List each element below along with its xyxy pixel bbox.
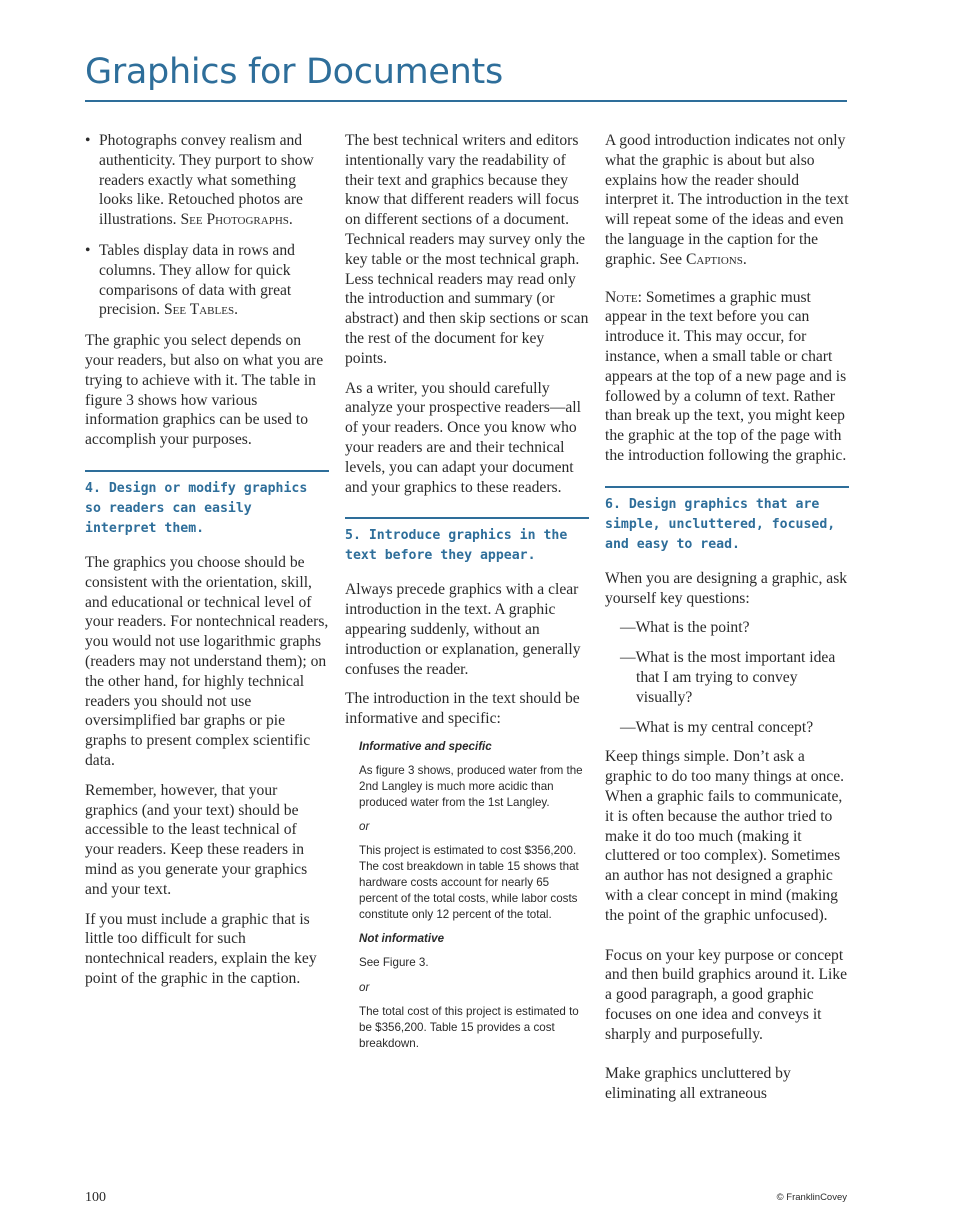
copyright-notice: © FranklinCovey <box>776 1192 847 1203</box>
cross-reference: Captions <box>685 250 743 268</box>
example-text: This project is estimated to cost $356,200. The cost breakdown in table 15 shows that hardware costs account for nearly 65 percent of the total costs, while labor costs constitute only 12 percent of the total. <box>359 844 579 921</box>
note-paragraph: Note: Sometimes a graphic must appear in the text before you can introduce it. This may occur, for instance, when a small table or chart appears at the top of a new page and is followed by a column of text. Rather than break up the text, you might keep the graphic at the top of the page with the introduction following the graphic. <box>605 288 847 464</box>
column-3 <box>605 131 849 1114</box>
example-separator: or <box>359 981 370 995</box>
column-1 <box>85 131 329 999</box>
paragraph: If you must include a graphic that is little too difficult for such nontechnical readers, explain the key point of the graphic in the caption. <box>85 910 317 987</box>
bullet-text: Tables display data in rows and columns. They allow for quick comparisons of data with great precision. <box>99 241 295 319</box>
paragraph: Remember, however, that your graphics (and your text) should be accessible to the least technical of your readers. Keep these readers in mind as you generate your graphics and your text. <box>85 781 308 898</box>
example-heading: Not informative <box>359 932 445 946</box>
paragraph: The best technical writers and editors intentionally vary the readability of their text and graphics because they know that different readers will focus on different sections of a document. Technical readers may survey only the key table or the most technical graph. Less technical readers may read only the introduction and summary (or abstract) and then skip sections or scan the rest of the document for key points. <box>345 132 589 367</box>
paragraph: As a writer, you should carefully analyze your prospective readers—all of your readers. Once you know who your readers are and their technical levels, you can adapt your document and your graphics to these readers. <box>345 379 581 496</box>
section-heading-4: 4. Design or modify graphics so readers can easily interpret them. <box>85 470 329 539</box>
paragraph: When you are designing a graphic, ask yourself key questions: <box>605 569 848 607</box>
example-text: As figure 3 shows, produced water from the 2nd Langley is much more acidic than produced water from the 1st Langley. <box>359 763 583 809</box>
paragraph: The graphics you choose should be consistent with the orientation, skill, and educational or technical level of your readers. For nontechnical readers, you would not use logarithmic graphs (readers may not understand them); on the other hand, for highly technical readers you should not use oversimplified bar graphs or pie graphs to present complex scientific data. <box>85 553 329 769</box>
page-number: 100 <box>85 1190 106 1205</box>
title-divider <box>85 100 847 102</box>
bullet-text: Photographs convey realism and authenticity. They purport to show readers exactly what something looks like. Retouched photos are illustrations. <box>99 132 314 229</box>
paragraph: Always precede graphics with a clear introduction in the text. A graphic appearing suddenly, without an introduction or explanation, generally confuses the reader. <box>345 581 581 678</box>
paragraph: The graphic you select depends on your readers, but also on what you are trying to achieve with it. The table in figure 3 shows how various information graphics can be used to accomplish your purposes. <box>85 332 324 449</box>
example-text: See Figure 3. <box>359 956 429 970</box>
paragraph: A good introduction indicates not only what the graphic is about but also explains how the reader should interpret it. The introduction in the text will repeat some of the ideas and even the language in the caption for the graphic. See Captions. <box>605 132 849 268</box>
page-title: Graphics for Documents <box>85 52 503 92</box>
question-item: —What is the point? <box>620 619 750 637</box>
question-item: —What is the most important idea that I am trying to convey visually? <box>620 649 836 706</box>
section-heading-5: 5. Introduce graphics in the text before they appear. <box>345 517 589 566</box>
example-heading: Informative and specific <box>359 739 492 753</box>
list-item: • Tables display data in rows and columns. They allow for quick comparisons of data with great precision. See Tables. <box>85 241 295 319</box>
paragraph: The introduction in the text should be informative and specific: <box>345 690 580 728</box>
list-item: • Photographs convey realism and authenticity. They purport to show readers exactly what something looks like. Retouched photos are illustrations. See Photographs. <box>85 132 314 229</box>
paragraph: Keep things simple. Don’t ask a graphic to do too many things at once. When a graphic fails to communicate, it is often because the author tried to make it do too much (making it cluttered or too complex). Sometimes an author has not designed a graphic with a clear concept in mind (making the point of the graphic unfocused). <box>605 748 845 924</box>
examples-block <box>345 739 589 1052</box>
question-item: —What is my central concept? <box>620 718 814 736</box>
section-heading-6: 6. Design graphics that are simple, uncluttered, focused, and easy to read. <box>605 486 849 555</box>
cross-reference: See Photographs <box>180 211 289 229</box>
column-2 <box>345 131 589 1060</box>
bullet-icon: • <box>85 241 91 259</box>
paragraph: Make graphics uncluttered by eliminating all extraneous <box>605 1065 791 1103</box>
cross-reference: See Tables <box>163 301 235 319</box>
note-label: Note <box>605 288 638 306</box>
graphic-types-list <box>85 131 329 320</box>
example-separator: or <box>359 820 370 834</box>
paragraph: Focus on your key purpose or concept and then build graphics around it. Like a good paragraph, a good graphic focuses on one idea and conveys it sharply and purposefully. <box>605 946 848 1043</box>
bullet-icon: • <box>85 132 91 149</box>
example-text: The total cost of this project is estimated to be $356,200. Table 15 provides a cost breakdown. <box>359 1005 579 1050</box>
